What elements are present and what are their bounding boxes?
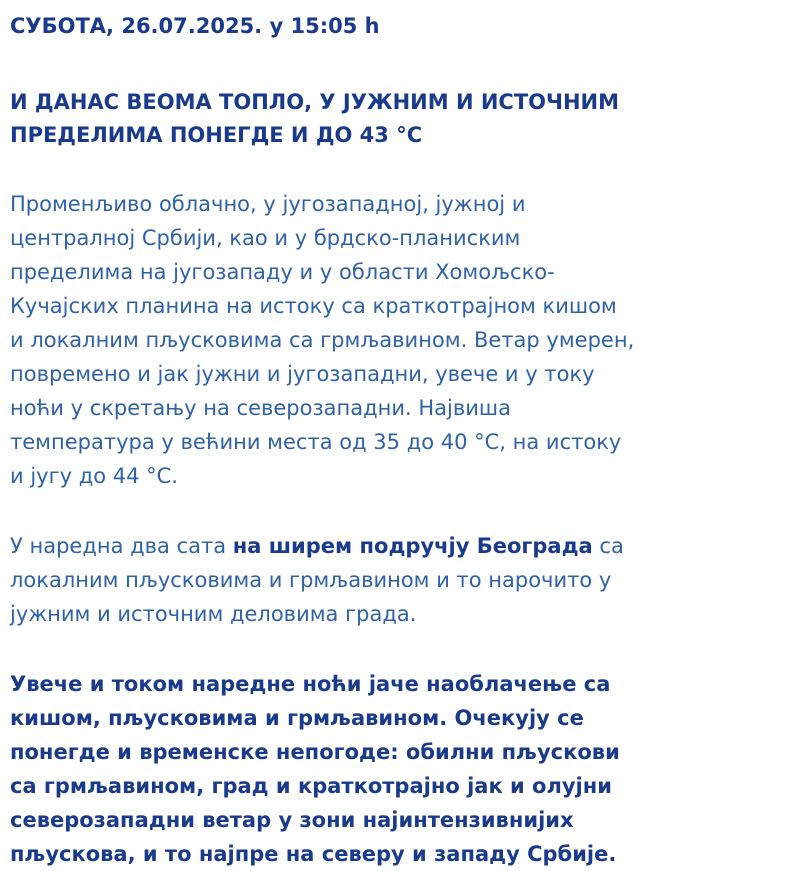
belgrade-text: са xyxy=(592,534,624,558)
warning-line: понегде и временске непогоде: обилни пљускови xyxy=(10,740,620,764)
belgrade-emphasis: на ширем подручју Београда xyxy=(232,534,593,558)
headline-line: ПРЕДЕЛИМА ПОНЕГДЕ И ДО 43 °C xyxy=(10,123,423,147)
belgrade-line: локалним пљусковима и грмљавином и то нарочито у xyxy=(10,568,612,592)
warning-line: пљускова, и то најпре на северу и западу Србије. xyxy=(10,842,617,866)
forecast-line: централној Србији, као и у брдско-планиским xyxy=(10,226,521,250)
warning-line: са грмљавином, град и краткотрајно јак и олујни xyxy=(10,774,612,798)
forecast-line: ноћи у скретању на северозападни. Највиша xyxy=(10,396,511,420)
belgrade-line: јужним и источним деловима града. xyxy=(10,602,417,626)
forecast-line: Кучајских планина на истоку са краткотрајном кишом xyxy=(10,294,617,318)
headline-line: И ДАНАС ВЕОМА ТОПЛО, У ЈУЖНИМ И ИСТОЧНИМ xyxy=(10,90,620,114)
forecast-line: и југу до 44 °C. xyxy=(10,464,178,488)
belgrade-text: У наредна два сата xyxy=(10,534,233,558)
forecast-line: температура у већини места од 35 до 40 °C, на истоку xyxy=(10,430,622,454)
warning-line: северозападни ветар у зони најинтензивнијих xyxy=(10,808,574,832)
warning-line: Увече и током наредне ноћи јаче наоблачење са xyxy=(10,672,611,696)
bulletin-dateline: СУБОТА, 26.07.2025. у 15:05 h xyxy=(10,14,380,38)
forecast-line: Променљиво облачно, у југозападној, јужној и xyxy=(10,192,526,216)
weather-forecast-bulletin xyxy=(10,10,785,871)
forecast-line: повремено и јак јужни и југозападни, увече и у току xyxy=(10,362,595,386)
belgrade-line xyxy=(10,529,785,563)
bulletin-headline xyxy=(10,86,785,152)
forecast-line: пределима на југозападу и у области Хомољско- xyxy=(10,260,555,284)
belgrade-paragraph xyxy=(10,529,785,631)
warning-paragraph xyxy=(10,667,785,871)
forecast-paragraph xyxy=(10,187,785,493)
forecast-line: и локалним пљусковима са грмљавином. Ветар умерен, xyxy=(10,328,635,352)
warning-line: кишом, пљусковима и грмљавином. Очекују се xyxy=(10,706,584,730)
